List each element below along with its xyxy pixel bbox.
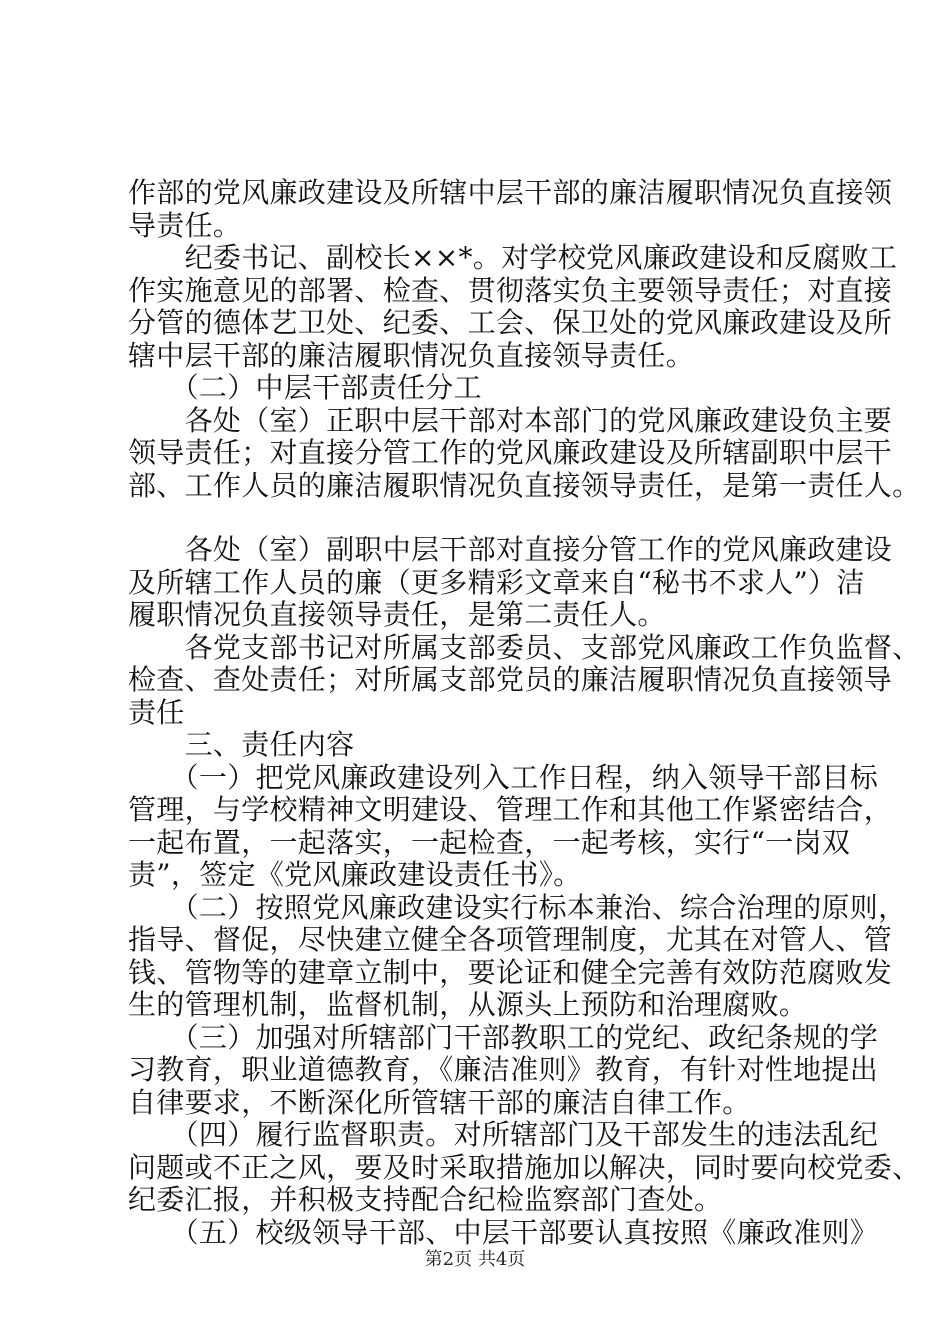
text-line: 领导责任；对直接分管工作的党风廉政建设及所辖副职中层干	[128, 436, 893, 469]
paragraph-gap	[128, 502, 852, 534]
text-line: 检查、查处责任；对所属支部党员的廉洁履职情况负直接领导	[128, 663, 893, 696]
page-number-footer: 第2页 共4页	[424, 1249, 526, 1270]
text-line: 责”，签定《党风廉政建设责任书》。	[128, 858, 582, 891]
text-line: 自律要求，不断深化所管辖干部的廉洁自律工作。	[128, 1085, 751, 1119]
text-line: 问题或不正之风，要及时采取措施加以解决，同时要向校党委、	[128, 1150, 921, 1184]
text-line: 纪委书记、副校长××*。对学校党风廉政建设和反腐败工	[128, 241, 898, 274]
document-body	[128, 176, 921, 1249]
text-line: 导责任。	[128, 208, 242, 242]
text-line: （二）按照党风廉政建设实行标本兼治、综合治理的原则，	[128, 890, 907, 924]
text-line: （五）校级领导干部、中层干部要认真按照《廉政准则》	[128, 1215, 879, 1249]
text-line: 分管的德体艺卫处、纪委、工会、保卫处的党风廉政建设及所	[128, 306, 893, 339]
text-line: 部、工作人员的廉洁履职情况负直接领导责任，是第一责任人。	[128, 468, 921, 502]
text-line: 及所辖工作人员的廉（更多精彩文章来自“秘书不求人”）洁	[128, 565, 865, 599]
section-heading: （二）中层干部责任分工	[128, 371, 482, 404]
text-line: 辖中层干部的廉洁履职情况负直接领导责任。	[128, 338, 695, 372]
text-line: 各处（室）正职中层干部对本部门的党风廉政建设负主要	[128, 403, 893, 437]
section-heading: 三、责任内容	[128, 728, 355, 761]
text-line: 钱、管物等的建章立制中，要论证和健全完善有效防范腐败发	[128, 955, 893, 989]
text-line: 习教育，职业道德教育，《廉洁准则》教育，有针对性地提出	[128, 1053, 879, 1086]
text-line: 各处（室）副职中层干部对直接分管工作的党风廉政建设	[128, 533, 893, 566]
text-line: 一起布置，一起落实，一起检查，一起考核，实行“一岗双	[128, 825, 851, 859]
text-line: （三）加强对所辖部门干部教职工的党纪、政纪条规的学	[128, 1020, 879, 1054]
text-line: 指导、督促，尽快建立健全各项管理制度，尤其在对管人、管	[128, 923, 893, 956]
text-line: （一）把党风廉政建设列入工作日程，纳入领导干部目标	[128, 760, 879, 794]
text-line: 生的管理机制，监督机制，从源头上预防和治理腐败。	[128, 988, 808, 1021]
text-line: 作部的党风廉政建设及所辖中层干部的廉洁履职情况负直接领	[128, 176, 893, 209]
text-line: 管理，与学校精神文明建设、管理工作和其他工作紧密结合，	[128, 793, 893, 826]
text-line: 各党支部书记对所属支部委员、支部党风廉政工作负监督、	[128, 630, 921, 664]
text-line: 责任	[128, 695, 185, 729]
text-line: 履职情况负直接领导责任，是第二责任人。	[128, 598, 666, 631]
text-line: 作实施意见的部署、检查、贯彻落实负主要领导责任；对直接	[128, 273, 893, 307]
text-line: （四）履行监督职责。对所辖部门及干部发生的违法乱纪	[128, 1118, 879, 1151]
text-line: 纪委汇报，并积极支持配合纪检监察部门查处。	[128, 1183, 723, 1216]
